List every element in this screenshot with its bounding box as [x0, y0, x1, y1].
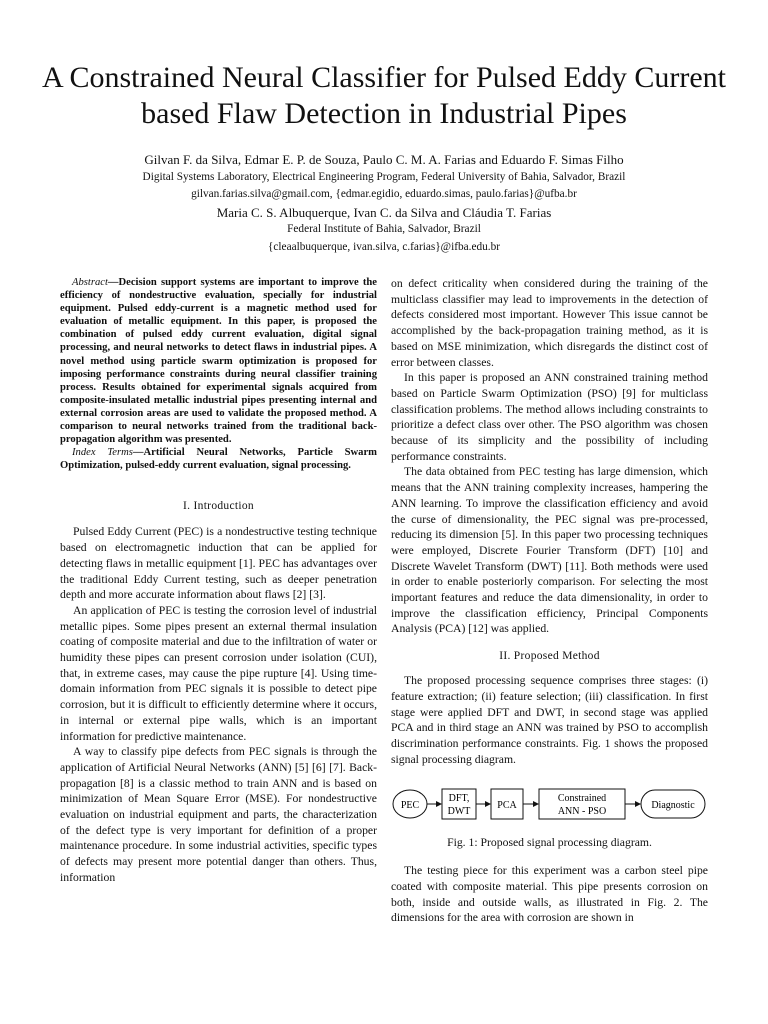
right-column [391, 276, 708, 926]
paper-title: A Constrained Neural Classifier for Pulsed Eddy Current based Flaw Detection in Industrial Pipes [41, 61, 727, 130]
left-column [60, 276, 377, 886]
abstract [60, 276, 377, 446]
section-heading-proposed-method: II. Proposed Method [499, 650, 600, 663]
dft-label: DFT, [448, 793, 470, 805]
intro-paragraph-5: In this paper is proposed an ANN constrained training method based on Particle Swarm Optimization (PSO) [9] for multiclass classification problems. The method allows including constraints to prioritize a defect class over other. The PSO algorithm was chosen because of its simplicity and the possibility of including performance constraints. [391, 371, 708, 463]
intro-paragraph-6: The data obtained from PEC testing has large dimension, which means that the ANN training complexity increases, hampering the ANN learning. To improve the classification efficiency and avoid the curse of dimensionality, the PEC signal was pre-processed, reducing its dimension [5]. In this paper two processing techniques were employed, Discrete Fourier Transform (DFT) [10] and Discrete Wavelet Transform (DWT) [11]. Both methods were used in order to enable posteriorly comparison. For selecting the most important features and reduce the data dimensionality, in order to improve the classification efficiency, Principal Components Analysis (PCA) [12] was applied. [391, 465, 708, 636]
affiliation-2: Federal Institute of Bahia, Salvador, Brazil [287, 223, 481, 235]
index-terms [60, 446, 377, 472]
intro-paragraph-2: An application of PEC is testing the corrosion level of industrial metallic pipes. Some pipes present an external thermal insulation coating of composite material and due to the infiltration of water or humidity these pipes can present corrosion under isolation (CUI), that, in extreme cases, may cause the pipe rupture [4]. Using time-domain information from PEC signals it is possible to detect pipe corrosion, but it is difficult to efficiently determine where it occurs, in internal or external pipe walls, which is an important information for predictive maintenance. [60, 603, 377, 743]
intro-paragraph-4: on defect criticality when considered during the training of the multiclass classifier may lead to improvements in the detection of defects considered most important. However This issue cannot be accomplished by the back-propagation training method, as it is based on MSE minimization, which disregards the distinct cost of error between classes. [391, 277, 708, 369]
index-terms-label: Index Terms [72, 447, 133, 459]
intro-paragraph-1: Pulsed Eddy Current (PEC) is a nondestructive testing technique based on electromagnetic induction that can be applied for detecting flaws in metallic equipment [1]. PEC has advantages over the traditional Eddy Current testing, such as deeper penetration depth and more accurate information about flaws [2] [3]. [60, 525, 377, 602]
ann-label-1: Constrained [557, 793, 607, 805]
emails-2: {cleaalbuquerque, ivan.silva, c.farias}@ifba.edu.br [267, 240, 501, 253]
author-block [40, 151, 728, 256]
author-names-1: Gilvan F. da Silva, Edmar E. P. de Souza, Paulo C. M. A. Farias and Eduardo F. Simas Filho [144, 152, 624, 167]
dwt-label: DWT [447, 806, 471, 818]
pca-label: PCA [497, 800, 517, 812]
affiliation-1: Digital Systems Laboratory, Electrical Engineering Program, Federal University of Bahia, Salvador, Brazil [142, 170, 626, 183]
pec-label: PEC [400, 800, 420, 812]
ann-label-2: ANN - PSO [557, 806, 607, 818]
figure-1-caption: Fig. 1: Proposed signal processing diagram. [447, 836, 652, 850]
method-paragraph-1: The proposed processing sequence comprises three stages: (i) feature extraction; (ii) feature selection; (iii) classification. In first stage were applied DFT and DWT, in second stage was applied PCA and in third stage an ANN was trained by PSO to accomplish discrimination performance constraints. Fig. 1 shows the proposed signal processing diagram. [391, 674, 708, 766]
intro-paragraph-3: A way to classify pipe defects from PEC signals is through the application of Artificial Neural Networks (ANN) [5] [6] [7]. Back-propagation [8] is a classic method to train ANN and is based on minimization of Mean Square Error (MSE). For nondestructive evaluation on industrial equipment and parts, the characterization of the defect type is very important for definition of a proper maintenance procedure. In some industrial activities, specific types of defects may present more potential danger than others. Thus, information [60, 745, 377, 884]
method-paragraph-2: The testing piece for this experiment was a carbon steel pipe coated with composite material. This pipe presents corrosion on both, inside and outside walls, as illustrated in Fig. 2. The dimensions for the area with corrosion are shown in [391, 864, 708, 925]
figure-1 [391, 781, 708, 831]
author-names-2: Maria C. S. Albuquerque, Ivan C. da Silva and Cláudia T. Farias [216, 204, 552, 220]
section-heading-introduction: I. Introduction [183, 500, 254, 513]
abstract-text: —Decision support systems are important to improve the efficiency of nondestructive evaluation, specially for industrial equipment. Pulsed eddy-current is a magnetic method used for evaluation of metallic equipment. In this paper, is proposed the combination of pulsed eddy current evaluation, digital signal processing, and neural networks to detect flaws in industrial pipes. A novel method using particle swarm optimization is proposed for imposing performance constraints during neural classifier training process. Results obtained for experimental signals acquired from composite-insulated metallic industrial pipes presenting internal and external corrosion areas are used to validate the proposed method. A comparison to neural networks trained from the traditional back-propagation algorithm was presented. [60, 277, 377, 446]
index-terms-text: —Artificial Neural Networks, Particle Swarm Optimization, pulsed-eddy current evaluation, signal processing. [60, 447, 377, 472]
processing-diagram [391, 781, 708, 831]
abstract-label: Abstract [72, 277, 108, 288]
diagnostic-label: Diagnostic [651, 800, 695, 812]
emails-1: gilvan.farias.silva@gmail.com, {edmar.egidio, eduardo.simas, paulo.farias}@ufba.br [191, 188, 577, 200]
